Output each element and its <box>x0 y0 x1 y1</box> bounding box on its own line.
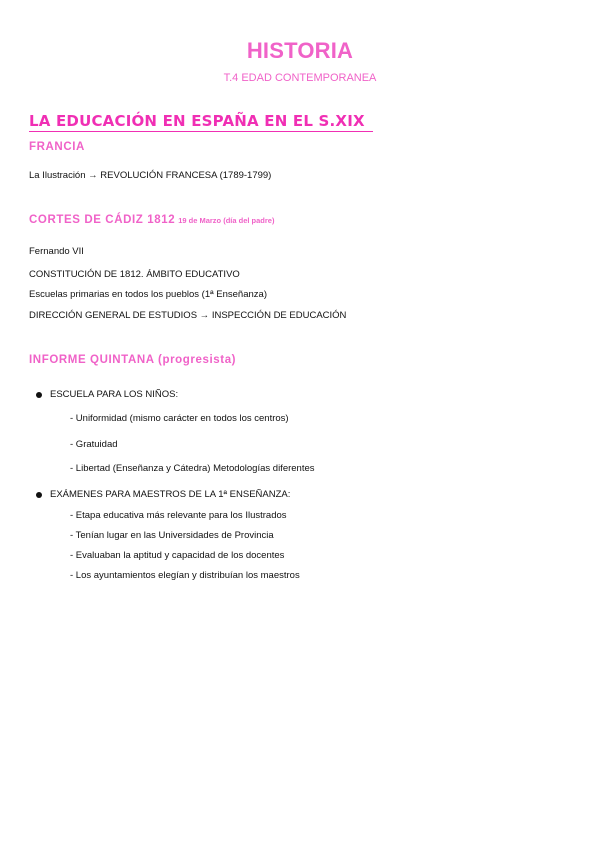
cortes-heading-note: 19 de Marzo (día del padre) <box>178 216 275 225</box>
sub-item: - Gratuidad <box>70 439 118 450</box>
cortes-heading-text: CORTES DE CÁDIZ 1812 <box>29 214 176 226</box>
sub-item: - Uniformidad (mismo carácter en todos los centros) <box>70 413 289 424</box>
francia-heading: FRANCIA <box>29 141 85 153</box>
cortes-line: CONSTITUCIÓN DE 1812. ÁMBITO EDUCATIVO <box>29 269 240 280</box>
francia-line: La Ilustración → REVOLUCIÓN FRANCESA (1789-1799) <box>29 170 272 181</box>
page-subtitle: T.4 EDAD CONTEMPORANEA <box>223 72 377 84</box>
cortes-line: DIRECCIÓN GENERAL DE ESTUDIOS → INSPECCIÓN DE EDUCACIÓN <box>29 310 347 321</box>
bullet-label: ESCUELA PARA LOS NIÑOS: <box>50 389 179 400</box>
cortes-heading <box>29 214 274 226</box>
bullet-icon <box>36 492 42 498</box>
sub-item: - Evaluaban la aptitud y capacidad de los docentes <box>70 550 285 561</box>
bullet-label: EXÁMENES PARA MAESTROS DE LA 1ª ENSEÑANZA: <box>50 489 291 500</box>
sub-item: - Tenían lugar en las Universidades de Provincia <box>70 530 274 541</box>
sub-item: - Etapa educativa más relevante para los Ilustrados <box>70 510 287 521</box>
list-item <box>36 389 178 400</box>
bullet-icon <box>36 392 42 398</box>
informe-heading: INFORME QUINTANA (progresista) <box>29 354 237 366</box>
page-title: HISTORIA <box>246 38 354 63</box>
cortes-line: Escuelas primarias en todos los pueblos (1ª Enseñanza) <box>29 289 267 300</box>
sub-item: - Libertad (Enseñanza y Cátedra) Metodologías diferentes <box>70 463 315 474</box>
cortes-line: Fernando VII <box>29 246 84 257</box>
list-item <box>36 489 290 500</box>
section-title: LA EDUCACIÓN EN ESPAÑA EN EL S.XIX <box>29 112 373 132</box>
sub-item: - Los ayuntamientos elegían y distribuían los maestros <box>70 570 300 581</box>
